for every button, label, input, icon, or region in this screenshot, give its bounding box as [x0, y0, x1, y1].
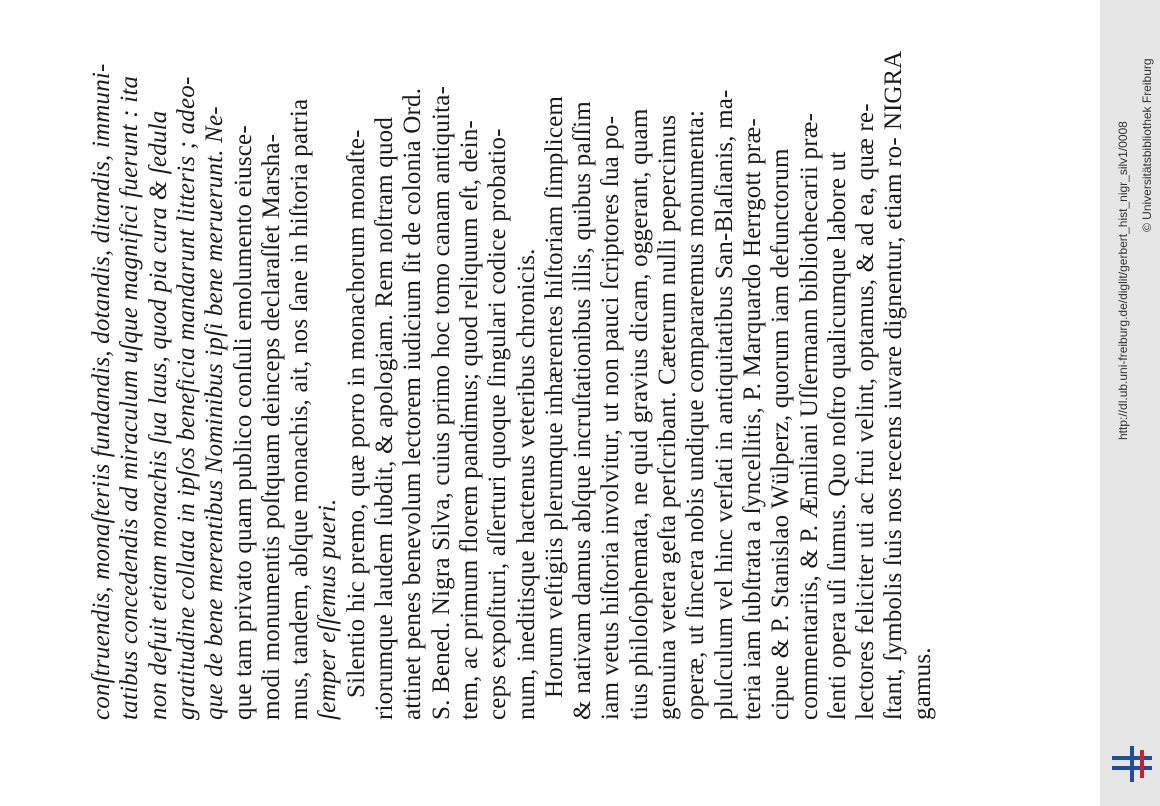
text-line: commentariis, & P. Æmiliani Uſſermann bibliothecarii præ-: [795, 112, 823, 720]
text-line: ceps expoſituri, aſſerturi quoque ſingulari codice probatio-: [484, 128, 512, 720]
text-line: tem, ac primum florem pandimus; quod reliquum eſt, dein-: [455, 120, 483, 720]
copyright-notice: © Universitätsbibliothek Freiburg: [1140, 58, 1154, 232]
text-line: tatibus concedendis ad miraculum uſque magnifici fuerunt : ita: [116, 75, 144, 720]
text-line: lectores feliciter uti ac frui velint, optamus, & ad ea, quæ re-: [852, 103, 880, 720]
text-line: operæ, ut ſincera nobis undique compararemus monumenta:: [682, 109, 710, 720]
text-line: S. Bened. Nigra Silva, cuius primo hoc tomo canam antiquita-: [427, 85, 455, 720]
text-line: cipue & P. Stanislao Wülperz, quorum iam defunctorum: [767, 148, 795, 720]
text-line: ſtant, ſymbolis ſuis nos recens iuvare dignentur, etiam ro-: [880, 137, 908, 720]
text-line: Silentio hic premo, quæ porro in monachorum monaſte-: [342, 129, 370, 698]
text-line: pluſculum vel hinc verſati in antiquitatibus San-Blaſianis, ma-: [710, 89, 738, 720]
text-line: attinet penes benevolum lectorem iudicium ſit de colonia Ord.: [399, 87, 427, 720]
text-line: que de bene merentibus Nominibus ipſi bene meruerunt. Ne-: [201, 106, 229, 720]
text-line: modi monumentis poſtquam deinceps declaraſſet Marsha-: [257, 133, 285, 720]
text-line: riorumque laudem ſubdit, & apologiam. Rem noſtram quod: [371, 116, 398, 720]
text-line: iam vetus hiſtoria involvitur, ut non pauci ſcriptores ſua po-: [597, 115, 625, 720]
text-line: Horum veſtigiis plerumque inhærentes hiſtoriam ſimplicem: [540, 95, 568, 698]
text-line: genuina vetera geſta perſcribant. Cæterum nulli pepercimus: [654, 114, 681, 720]
catchword: NIGRA: [880, 50, 908, 130]
text-line: gratitudine collata in ipſos beneficia mandarunt litteris ; adeo-: [172, 76, 200, 720]
text-line: num, ineditisque hactenus veteribus chronicis.: [512, 248, 540, 720]
rotated-text: [88, 20, 948, 720]
document-url[interactable]: http://dl.ub.uni-freiburg.de/diglit/gerbert_hist_nigr_silv1/0008: [1116, 121, 1130, 440]
text-line: teria iam ſubſtrata a ſyncellitis, P. Marquardo Herrgott præ-: [738, 118, 766, 720]
text-line: ſenti opera uſi ſumus. Quo noſtro qualicumque labore ut: [823, 151, 851, 720]
ub-freiburg-logo-icon: [1110, 742, 1154, 786]
text-line: & nativam damus abſque incruſtationibus illis, quibus paſſim: [569, 101, 597, 720]
text-line: mus, tandem, abſque monachis, ait, nos ſane in hiſtoria patria: [286, 98, 314, 720]
text-line: ſemper eſſemus pueri.: [314, 498, 342, 720]
text-line: tius philoſophemata, ne quid gravius dicam, oggerant, quam: [625, 108, 653, 720]
text-line: non defuit etiam monachis ſua laus, quod pia cura & ſedula: [144, 110, 172, 720]
text-line: gamus.: [908, 647, 936, 720]
page-text-block: [88, 20, 988, 720]
text-line: que tam privato quam publico conſuli emolumento eiusce-: [229, 125, 257, 720]
text-line: conſtruendis, monaſteriis fundandis, dotandis, ditandis, immuni-: [88, 63, 115, 720]
